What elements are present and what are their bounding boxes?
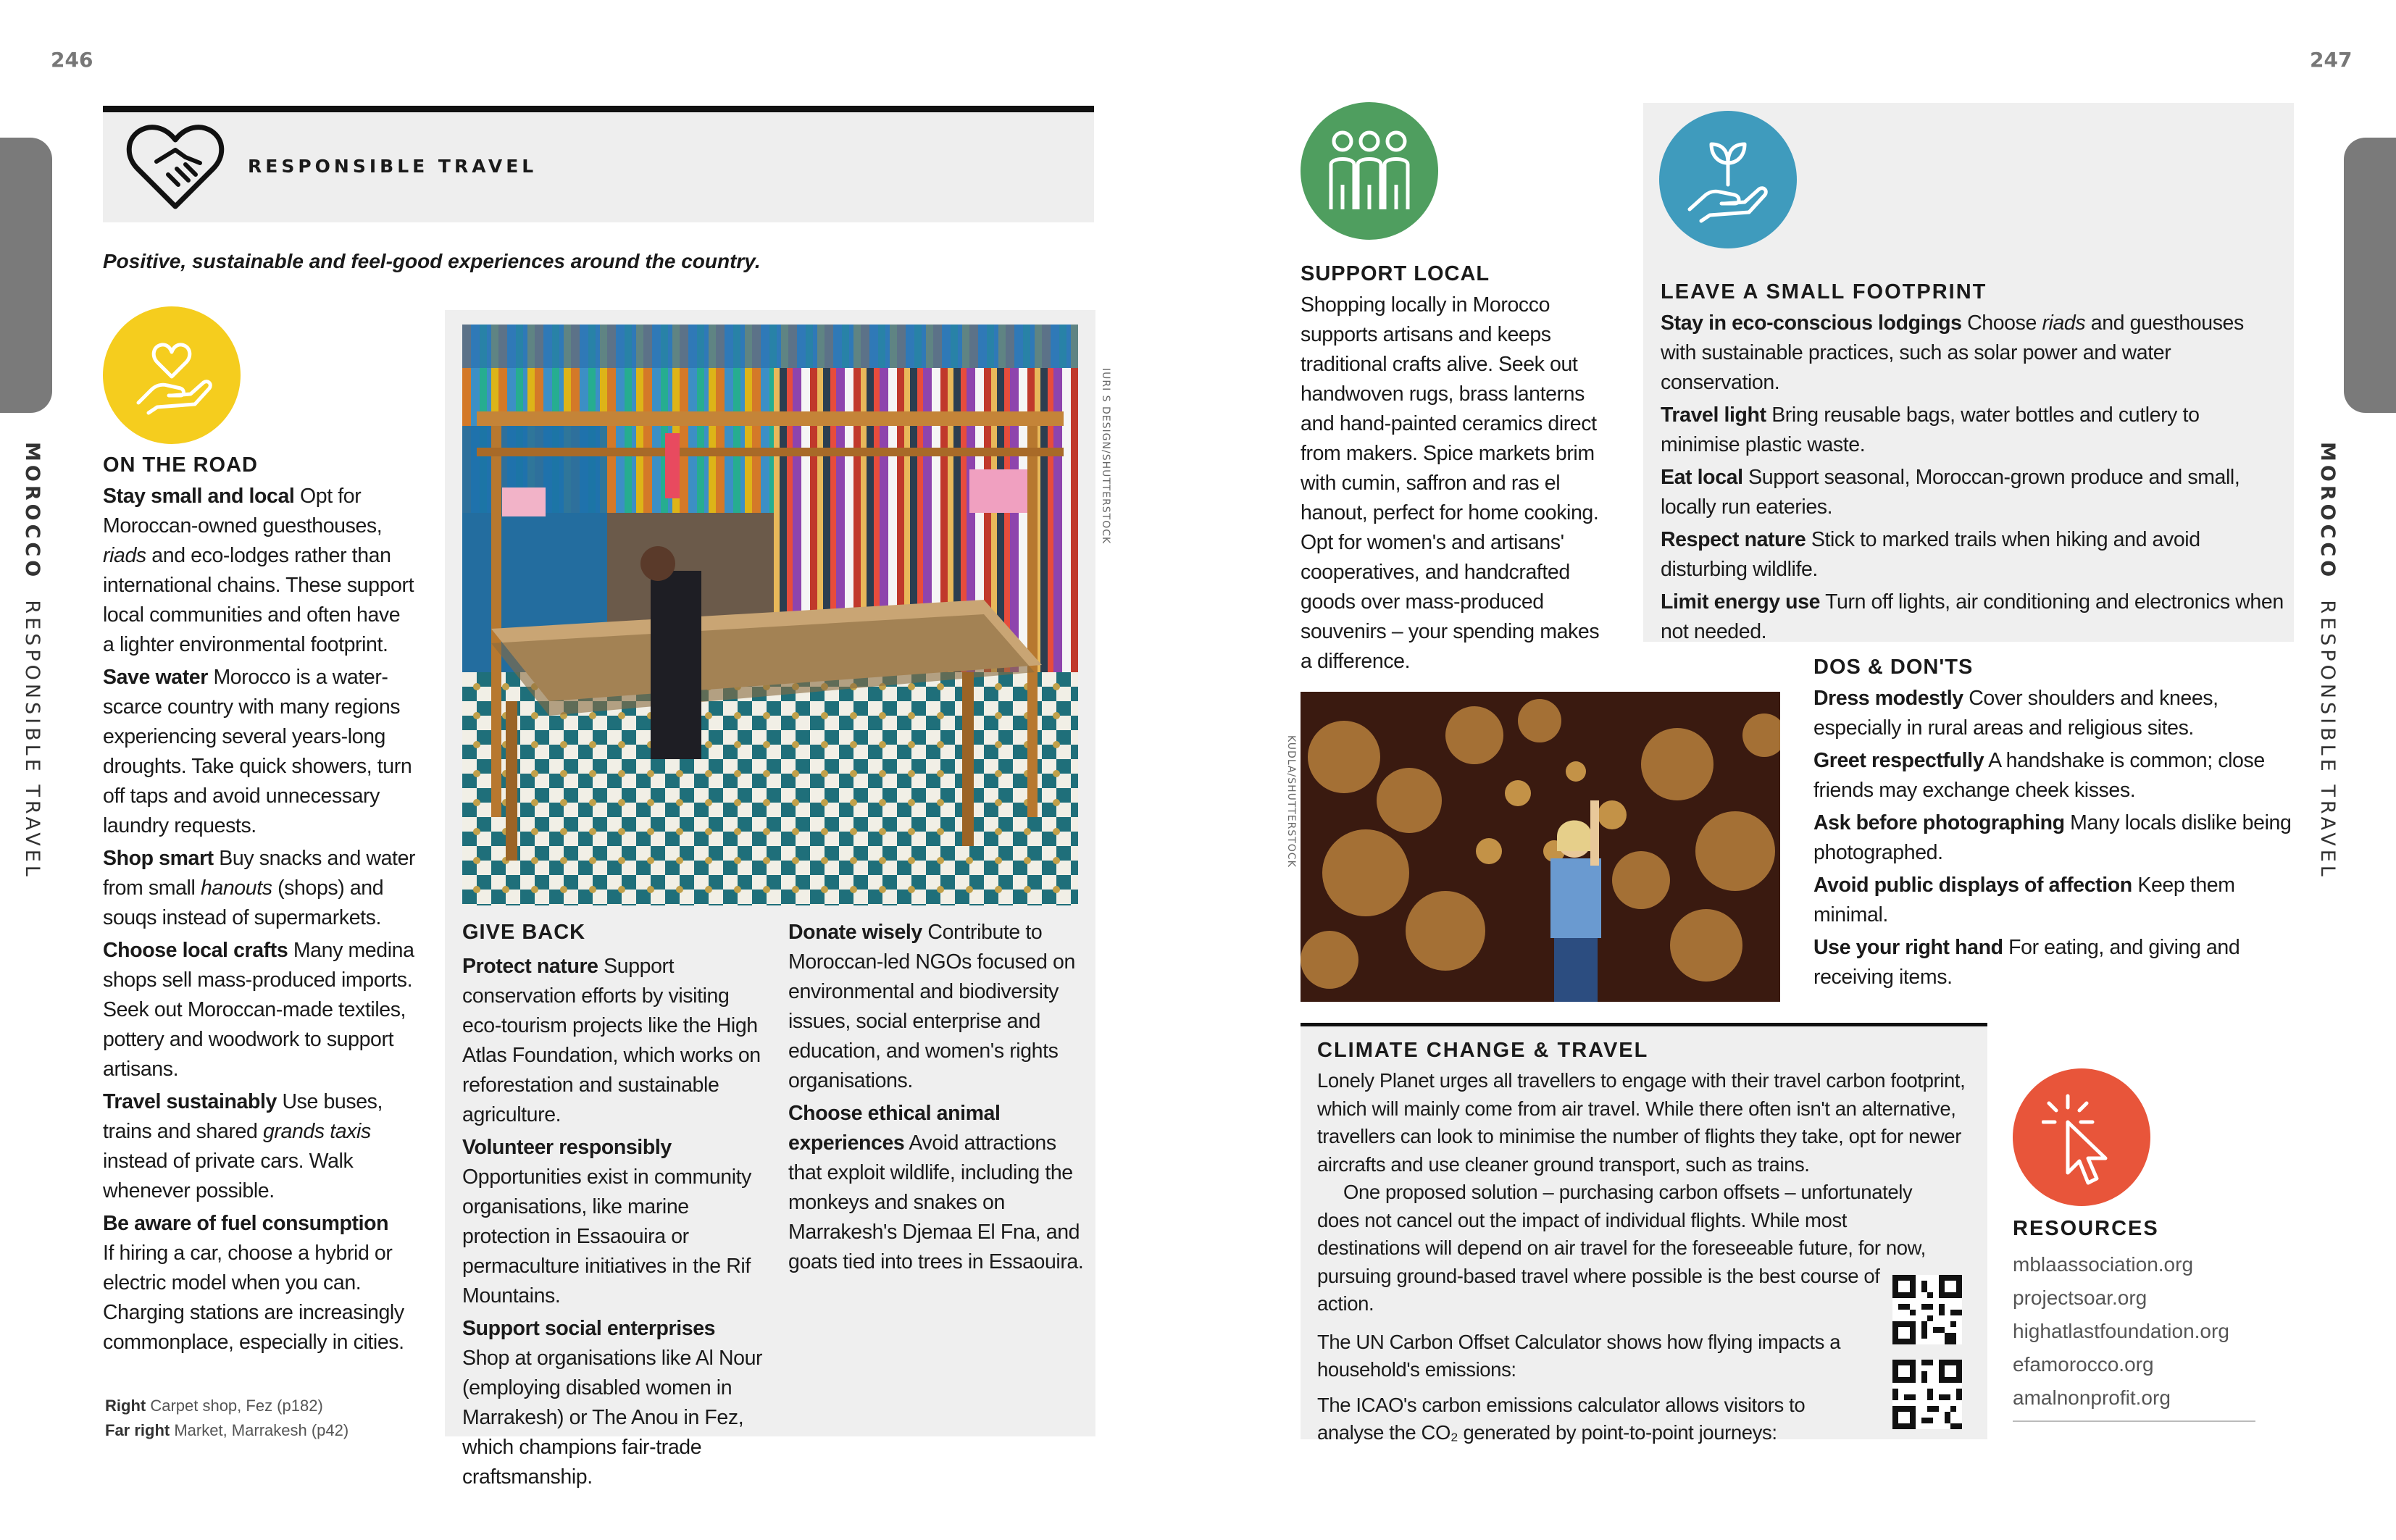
resource-link[interactable]: highatlastfoundation.org	[2013, 1320, 2229, 1342]
climate-heading: CLIMATE CHANGE & TRAVEL	[1317, 1039, 1649, 1062]
climate-section	[1317, 1039, 1969, 1447]
support-local-heading: SUPPORT LOCAL	[1301, 262, 1490, 285]
people-group-icon	[1324, 128, 1415, 214]
list-item: Shop smart Buy snacks and water from small hanouts (shops) and souqs instead of supermarkets.	[103, 847, 416, 929]
hand-heart-icon	[128, 332, 215, 419]
resource-link[interactable]: amalnonprofit.org	[2013, 1386, 2171, 1409]
list-item: Ask before photographing Many locals dislike being photographed.	[1813, 811, 2292, 864]
on-the-road-heading: ON THE ROAD	[103, 453, 258, 477]
section-header-title: RESPONSIBLE TRAVEL	[248, 156, 538, 177]
intro-text: Positive, sustainable and feel-good experiences around the country.	[103, 250, 761, 272]
list-item: Choose ethical animal experiences Avoid attractions that exploit wildlife, including the monkeys and snakes on Marrakesh's Djemaa El Fna, and goats tied into trees in Essaouira.	[788, 1102, 1084, 1273]
list-item: Donate wisely Contribute to Moroccan-led NGOs focused on environmental and biodiversity issues, social enterprise and education, and women's rights organisations.	[788, 921, 1075, 1092]
list-item: Stay in eco-conscious lodgings Choose riads and guesthouses with sustainable practices, such as solar power and water conservation.	[1661, 311, 2244, 394]
list-item: Limit energy use Turn off lights, air conditioning and electronics when not needed.	[1661, 590, 2284, 643]
side-tab-right	[2344, 138, 2396, 413]
list-item: Eat local Support seasonal, Moroccan-grown produce and small, locally run eateries.	[1661, 466, 2240, 519]
section-header-box	[103, 106, 1094, 222]
list-item: Travel light Bring reusable bags, water bottles and cutlery to minimise plastic waste.	[1661, 403, 2200, 456]
on-the-road-section	[103, 453, 416, 1360]
list-item: Travel sustainably Use buses, trains and shared grands taxis instead of private cars. Walk whenever possible.	[103, 1090, 383, 1202]
resource-link[interactable]: efamorocco.org	[2013, 1353, 2154, 1376]
resources-heading: RESOURCES	[2013, 1217, 2159, 1240]
list-item: Respect nature Stick to marked trails when hiking and avoid disturbing wildlife.	[1661, 528, 2200, 581]
resource-link[interactable]: projectsoar.org	[2013, 1286, 2147, 1309]
list-item: Volunteer responsibly Opportunities exist in community organisations, like marine protection in Essaouira or permaculture initiatives in the Rif Mountains.	[462, 1136, 752, 1307]
list-item: Save water Morocco is a water-scarce country with many regions experiencing several years-long droughts. Take quick showers, turn off taps and avoid unnecessary laundry requests.	[103, 666, 412, 837]
list-item: Support social enterprises Shop at organisations like Al Nour (employing disabled women in Marrakesh) or The Anou in Fez, which champions fair-trade craftsmanship.	[462, 1317, 763, 1489]
list-item: Stay small and local Opt for Moroccan-owned guesthouses, riads and eco-lodges rather than international chains. These support local communities and often have a lighter environmental footprint.	[103, 485, 414, 656]
resources-badge	[2013, 1068, 2150, 1206]
photo-credit-carpet: IURI S DESIGN/SHUTTERSTOCK	[1100, 368, 1111, 545]
dos-donts-heading: DOS & DON'TS	[1813, 656, 1974, 679]
on-the-road-badge	[103, 306, 241, 444]
resources-divider	[2013, 1420, 2255, 1422]
support-local-badge	[1301, 102, 1438, 240]
cursor-click-icon	[2042, 1093, 2121, 1187]
footprint-section	[1661, 280, 2284, 650]
support-local-text: Shopping locally in Morocco supports artisans and keeps traditional crafts alive. Seek out handwoven rugs, brass lanterns and hand-painted ceramics direct from makers. Spice markets brim with cumin, saffron and ras el hanout, perfect for home cooking. Opt for women's and artisans' cooperatives, and handcrafted goods over mass-produced souvenirs – your spending makes a difference.	[1301, 293, 1600, 673]
list-item: Use your right hand For eating, and giving and receiving items.	[1813, 936, 2240, 989]
list-item: Protect nature Support conservation efforts by visiting eco-tourism projects like the High Atlas Foundation, which works on reforestation and sustainable agriculture.	[462, 955, 761, 1126]
side-tab-left	[0, 138, 52, 413]
dos-donts-section	[1813, 656, 2299, 995]
list-item: Dress modestly Cover shoulders and knees, especially in rural areas and religious sites.	[1813, 687, 2218, 740]
qr-code-un-icon[interactable]	[1892, 1275, 1962, 1344]
page-number-left: 246	[51, 48, 93, 72]
resource-link[interactable]: mblaassociation.org	[2013, 1253, 2194, 1276]
photo-captions: Right Carpet shop, Fez (p182) Far right Market, Marrakesh (p42)	[105, 1397, 349, 1439]
list-item: Be aware of fuel consumption If hiring a car, choose a hybrid or electric model when you can. Charging stations are increasingly commonplace, especially in cities.	[103, 1212, 404, 1354]
support-local-section	[1301, 262, 1605, 679]
lantern-market-image	[1301, 692, 1780, 1002]
weaving-loom-image	[462, 325, 1078, 905]
hand-plant-icon	[1682, 134, 1774, 225]
photo-credit-market: KUDLA/SHUTTERSTOCK	[1285, 735, 1297, 868]
give-back-heading: GIVE BACK	[462, 921, 586, 944]
climate-icao-text: The ICAO's carbon emissions calculator allows visitors to analyse the CO₂ generated by point-to-point journeys:	[1317, 1393, 1806, 1444]
running-head-left: MOROCCO RESPONSIBLE TRAVEL	[21, 442, 43, 880]
qr-code-icao-icon[interactable]	[1892, 1360, 1962, 1429]
climate-paragraph-2: One proposed solution – purchasing carbon offsets – unfortunately does not cancel out the impact of individual flights. While most destinations will depend on air travel for the foreseeable future, for now, pursuing ground-based travel where possible is the best course of action.	[1317, 1181, 1926, 1315]
market-photo	[1301, 692, 1780, 1002]
climate-paragraph-1: Lonely Planet urges all travellers to engage with their travel carbon footprint, which will mainly come from air travel. While there often isn't an alternative, travellers can look to minimise the number of flights they take, opt for newer aircrafts and use cleaner ground transport, such as trains.	[1317, 1069, 1966, 1176]
resources-section	[2013, 1217, 2245, 1422]
list-item: Choose local crafts Many medina shops sell mass-produced imports. Seek out Moroccan-made textiles, pottery and woodwork to support artisans.	[103, 939, 414, 1081]
carpet-shop-photo	[462, 325, 1078, 905]
running-head-right: MOROCCO RESPONSIBLE TRAVEL	[2316, 442, 2339, 880]
footprint-heading: LEAVE A SMALL FOOTPRINT	[1661, 280, 1987, 304]
footprint-badge	[1659, 111, 1797, 248]
heart-handshake-icon	[125, 121, 226, 211]
page-number-right: 247	[2310, 48, 2353, 72]
climate-un-text: The UN Carbon Offset Calculator shows how flying impacts a household's emissions:	[1317, 1330, 1841, 1381]
list-item: Avoid public displays of affection Keep them minimal.	[1813, 874, 2235, 926]
list-item: Greet respectfully A handshake is common; close friends may exchange cheek kisses.	[1813, 749, 2265, 802]
